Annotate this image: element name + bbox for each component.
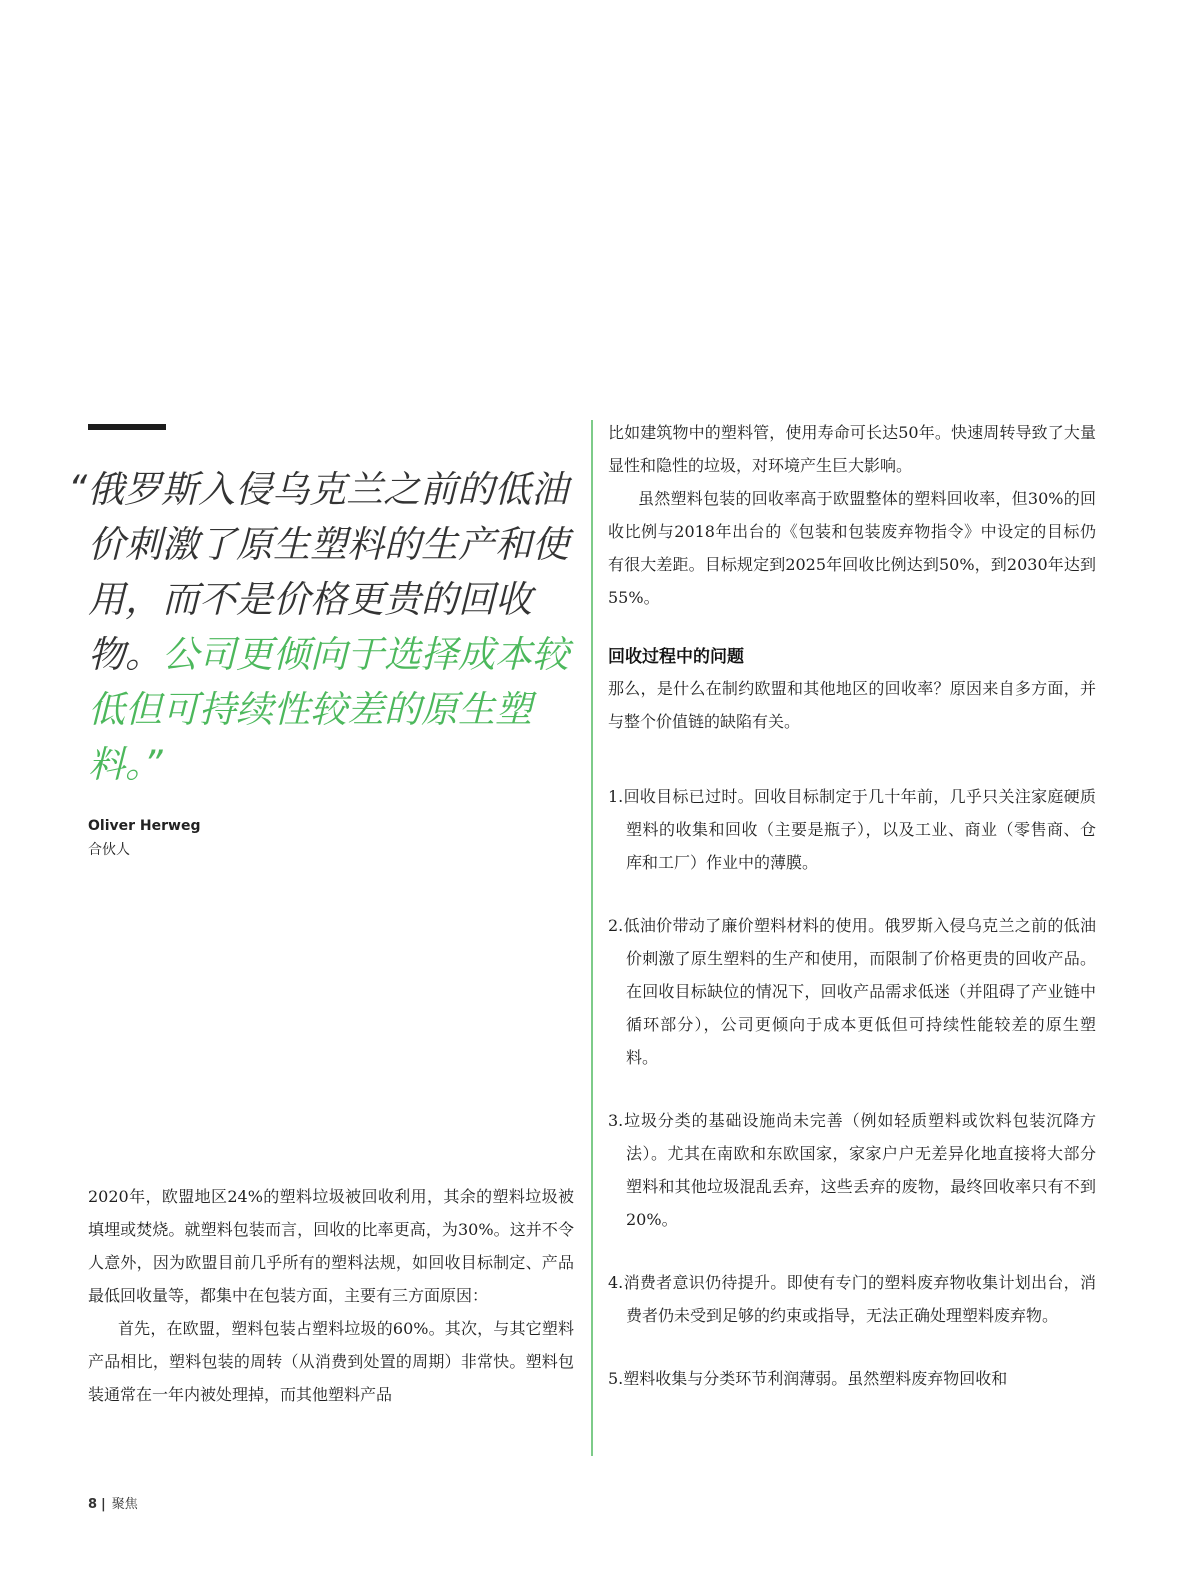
quote-text-highlight: 公司更倾向于选择成本较低但可持续性较差的原生塑料。: [88, 633, 569, 786]
section-heading: 回收过程中的问题: [608, 647, 744, 667]
numbered-list: [608, 780, 1096, 1395]
list-item: 3.垃圾分类的基础设施尚未完善（例如轻质塑料或饮料包装沉降方法）。尤其在南欧和东欧国家，家家户户无差异化地直接将大部分塑料和其他垃圾混乱丢弃，这些丢弃的废物，最终回收率只有不到20%。: [608, 1111, 1096, 1229]
quote-text-plain: 俄罗斯入侵乌克兰之前的低油价刺激了原生塑料的生产和使用，而不是价格更贵的回收物。: [87, 468, 569, 676]
quote-attribution: [88, 816, 200, 860]
body-paragraph: 2020年，欧盟地区24%的塑料垃圾被回收利用，其余的塑料垃圾被填埋或焚烧。就塑料包装而言，回收的比率更高，为30%。这并不令人意外，因为欧盟目前几乎所有的塑料法规，如回收目标制定、产品最低回收量等，都集中在包装方面，主要有三方面原因：: [88, 1187, 574, 1305]
body-paragraph: 虽然塑料包装的回收率高于欧盟整体的塑料回收率，但30%的回收比例与2018年出台的《包装和包装废弃物指令》中设定的目标仍有很大差距。目标规定到2025年回收比例达到50%，到2030年达到55%。: [608, 489, 1096, 607]
list-item: 1.回收目标已过时。回收目标制定于几十年前，几乎只关注家庭硬质塑料的收集和回收（主要是瓶子），以及工业、商业（零售商、仓库和工厂）作业中的薄膜。: [608, 787, 1096, 872]
footer-section-name: 聚焦: [111, 1497, 138, 1512]
page-number: 8: [88, 1497, 98, 1512]
quote-accent-bar: [88, 424, 166, 430]
left-column-body: [88, 1180, 574, 1411]
page-footer: [88, 1493, 138, 1512]
list-item: 2.低油价带动了廉价塑料材料的使用。俄罗斯入侵乌克兰之前的低油价刺激了原生塑料的生产和使用，而限制了价格更贵的回收产品。在回收目标缺位的情况下，回收产品需求低迷（并阻碍了产业链中循环部分），公司更倾向于成本更低但可持续性能较差的原生塑料。: [608, 916, 1096, 1067]
quote-close-mark: ”: [143, 743, 163, 786]
column-divider: [591, 420, 593, 1456]
right-column-body: [608, 416, 1096, 1395]
footer-separator: |: [101, 1497, 106, 1512]
quote-open-mark: “: [68, 468, 88, 511]
body-paragraph: 首先，在欧盟，塑料包装占塑料垃圾的60%。其次，与其它塑料产品相比，塑料包装的周转（从消费到处置的周期）非常快。塑料包装通常在一年内被处理掉，而其他塑料产品: [88, 1319, 574, 1404]
author-role: 合伙人: [88, 842, 130, 858]
list-item: 4.消费者意识仍待提升。即使有专门的塑料废弃物收集计划出台，消费者仍未受到足够的约束或指导，无法正确处理塑料废弃物。: [608, 1273, 1096, 1325]
list-item: 5.塑料收集与分类环节利润薄弱。虽然塑料废弃物回收和: [608, 1369, 1008, 1388]
body-paragraph: 比如建筑物中的塑料管，使用寿命可长达50年。快速周转导致了大量显性和隐性的垃圾，对环境产生巨大影响。: [608, 423, 1096, 475]
pull-quote: [68, 462, 588, 792]
author-name: Oliver Herweg: [88, 818, 201, 834]
section-intro: 那么，是什么在制约欧盟和其他地区的回收率？原因来自多方面，并与整个价值链的缺陷有关。: [608, 679, 1096, 731]
